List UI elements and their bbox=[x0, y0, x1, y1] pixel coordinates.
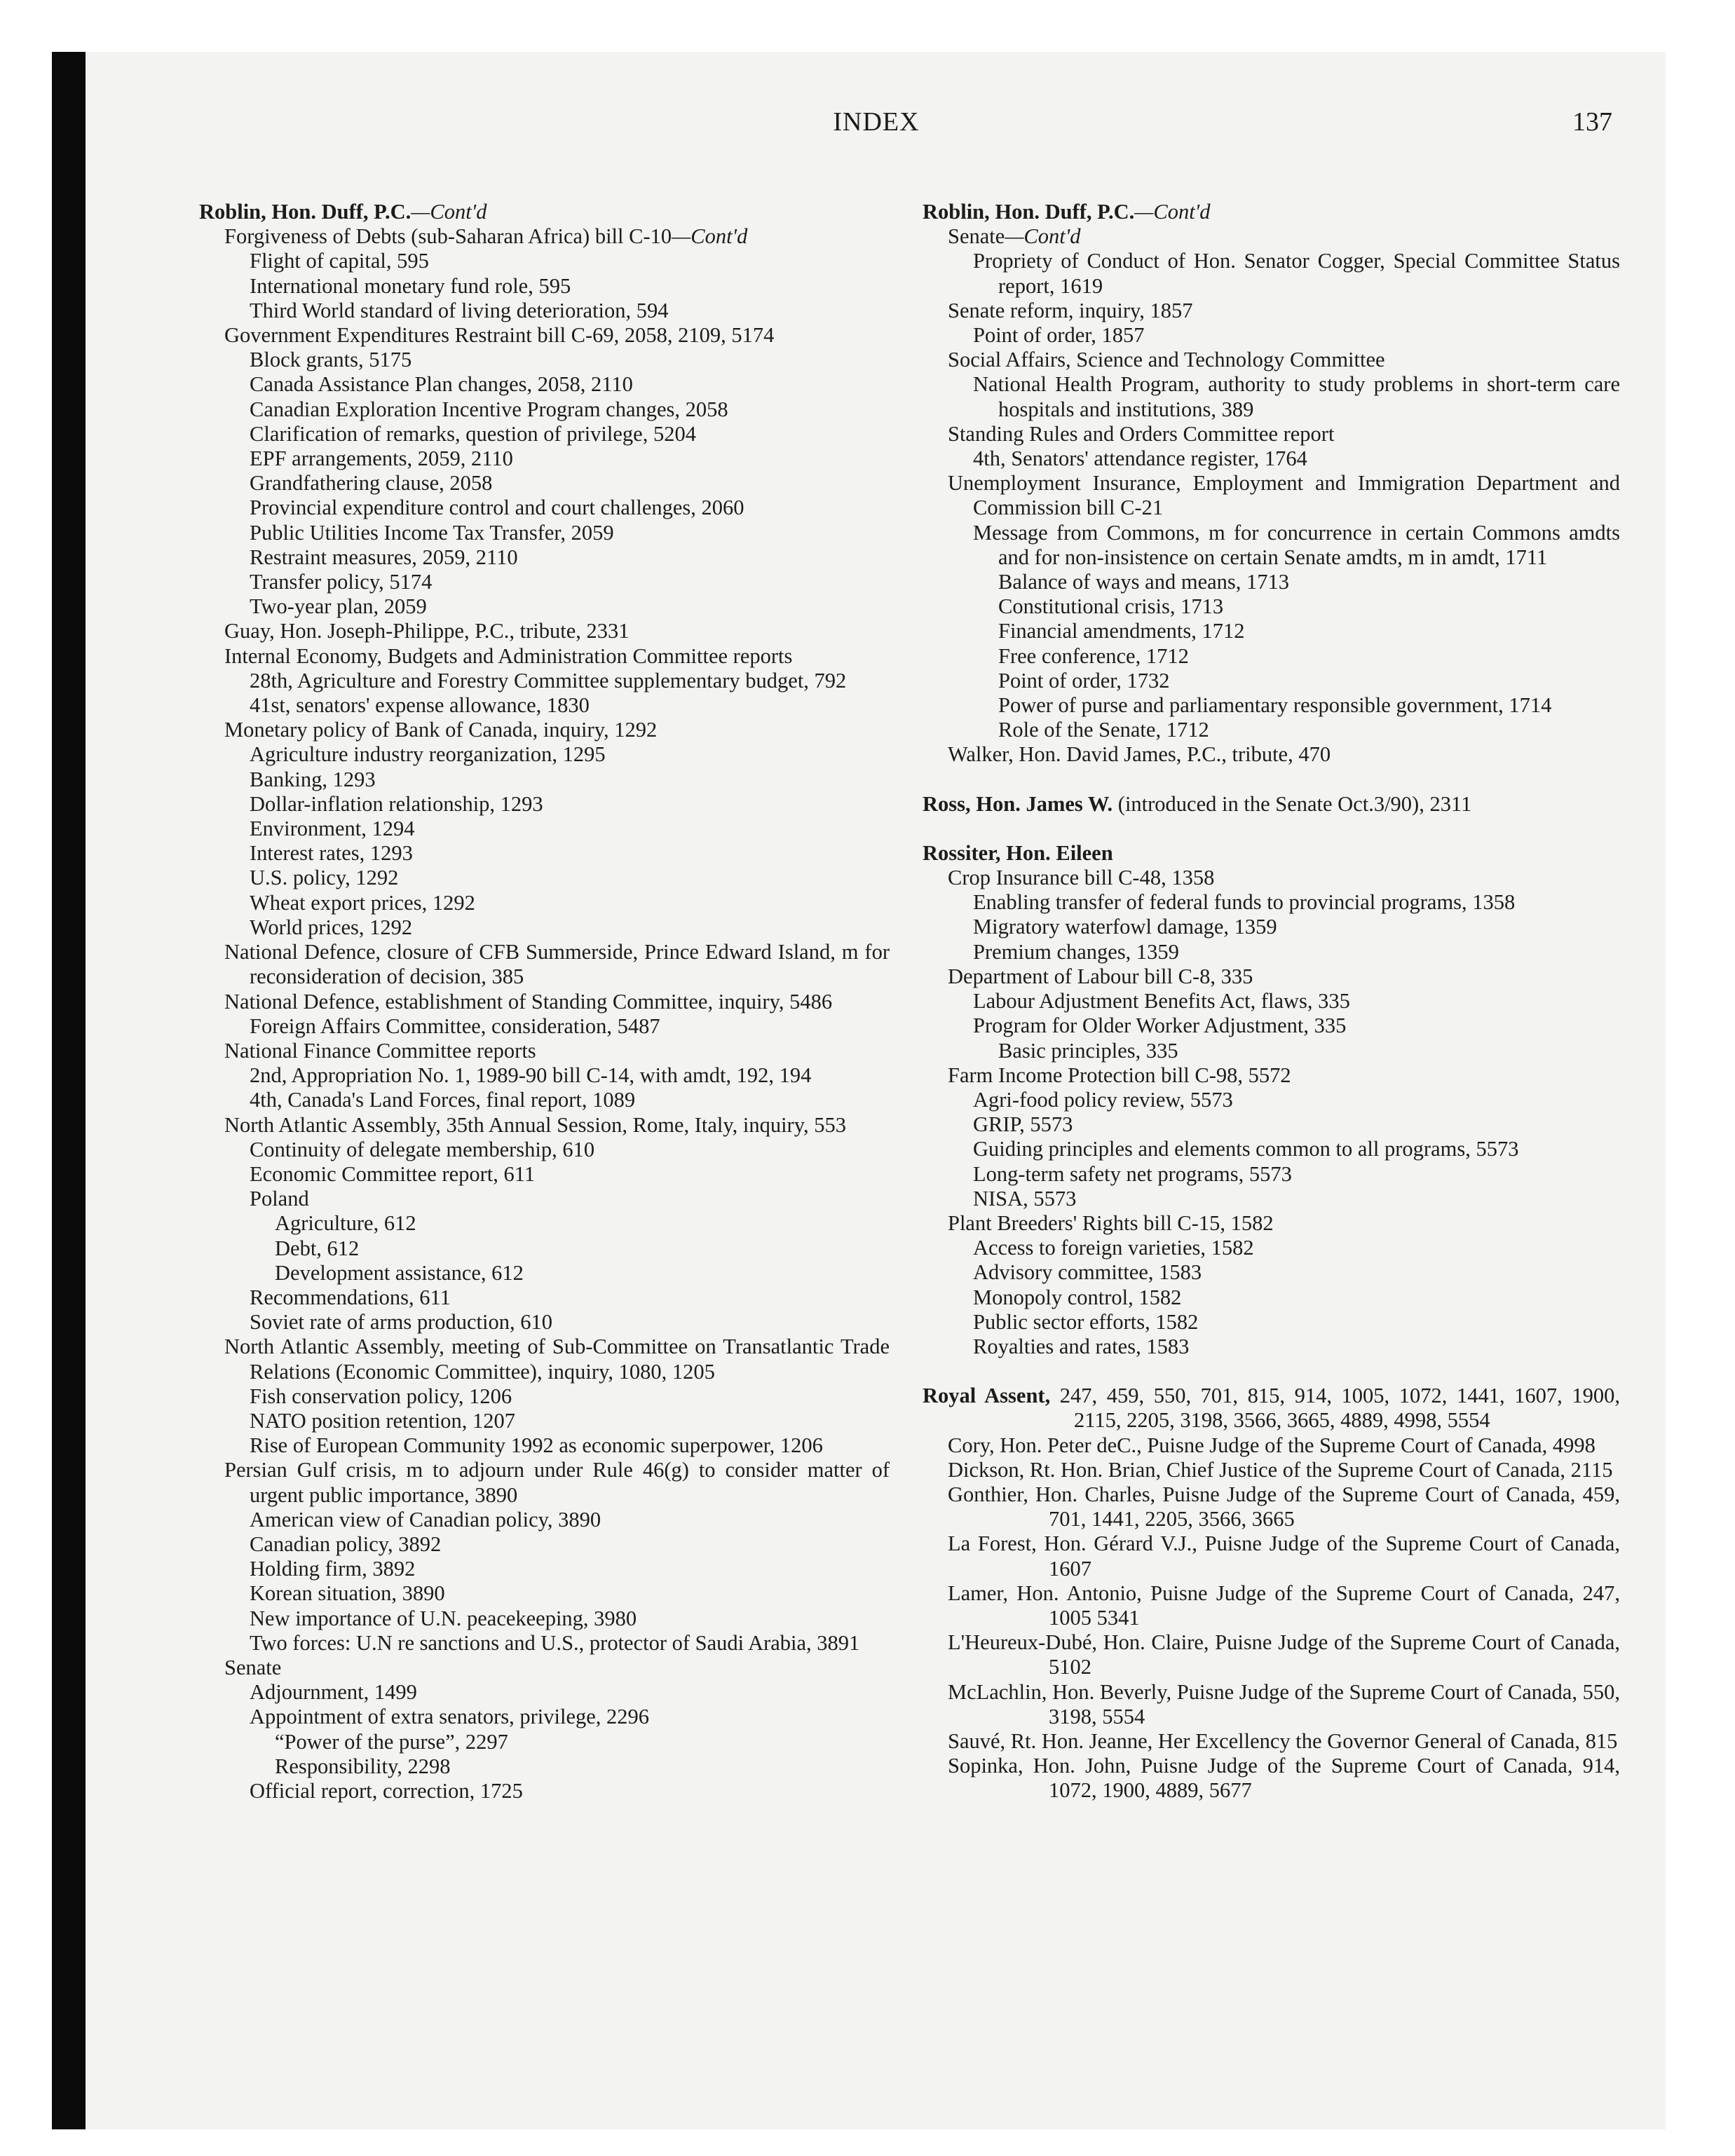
index-entry bbox=[199, 471, 890, 496]
index-entry-text: Dollar-inflation relationship, 1293 bbox=[250, 791, 543, 816]
page-number: 137 bbox=[1572, 107, 1612, 137]
index-entry-text: Forgiveness of Debts (sub-Saharan Africa) bill C-10 bbox=[224, 224, 672, 249]
index-entry-text: Canadian Exploration Incentive Program changes, 2058 bbox=[250, 397, 728, 421]
index-entry-text: Lamer, Hon. Antonio, Puisne Judge of the Supreme Court of Canada, 247, 1005 5341 bbox=[948, 1581, 1620, 1630]
index-entry-text: Department of Labour bill C-8, 335 bbox=[948, 964, 1253, 988]
index-entry bbox=[923, 1531, 1620, 1581]
index-entry-text: Sopinka, Hon. John, Puisne Judge of the Supreme Court of Canada, 914, 1072, 1900, 4889, 5677 bbox=[948, 1754, 1620, 1803]
index-entry bbox=[923, 1014, 1620, 1038]
index-entry-text: Social Affairs, Science and Technology Committee bbox=[948, 348, 1385, 372]
index-entry bbox=[923, 964, 1620, 989]
index-entry-text: Free conference, 1712 bbox=[998, 643, 1189, 668]
index-entry-text: Monopoly control, 1582 bbox=[973, 1285, 1182, 1309]
index-heading-name: Rossiter, Hon. Eileen bbox=[923, 840, 1113, 865]
index-entry bbox=[199, 940, 890, 989]
index-entry bbox=[923, 619, 1620, 643]
index-entry bbox=[923, 1310, 1620, 1335]
index-entry-text: Clarification of remarks, question of privilege, 5204 bbox=[250, 421, 696, 446]
index-entry-text: Enabling transfer of federal funds to provincial programs, 1358 bbox=[973, 890, 1516, 915]
index-heading bbox=[923, 1384, 1620, 1433]
continued-marker: —Cont'd bbox=[1005, 224, 1081, 249]
index-entry bbox=[199, 693, 890, 718]
index-heading-name: Roblin, Hon. Duff, P.C. bbox=[199, 200, 411, 224]
index-entry-text: Restraint measures, 2059, 2110 bbox=[250, 545, 518, 569]
index-entry bbox=[923, 1260, 1620, 1285]
index-entry-text: Senate bbox=[948, 224, 1005, 249]
index-entry bbox=[199, 274, 890, 299]
index-entry-text: Public sector efforts, 1582 bbox=[973, 1309, 1199, 1334]
index-entry-text: Financial amendments, 1712 bbox=[998, 619, 1245, 643]
index-entry bbox=[923, 570, 1620, 594]
index-entry-text: Grandfathering clause, 2058 bbox=[250, 471, 493, 496]
index-column-left bbox=[199, 200, 890, 1803]
index-entry bbox=[199, 249, 890, 273]
index-entry-text: Development assistance, 612 bbox=[275, 1260, 524, 1285]
index-entry-text: 4th, Canada's Land Forces, final report, 1089 bbox=[250, 1088, 636, 1112]
index-entry bbox=[199, 1113, 890, 1138]
index-entry-text: New importance of U.N. peacekeeping, 3980 bbox=[250, 1606, 637, 1630]
index-entry bbox=[199, 1285, 890, 1310]
index-entry-text: Two-year plan, 2059 bbox=[250, 594, 427, 619]
index-entry bbox=[923, 644, 1620, 669]
index-entry-text: Crop Insurance bill C-48, 1358 bbox=[948, 866, 1215, 890]
index-entry-text: Migratory waterfowl damage, 1359 bbox=[973, 915, 1277, 939]
index-entry-text: Persian Gulf crisis, m to adjourn under Rule 46(g) to consider matter of urgent public importance, 3890 bbox=[224, 1458, 890, 1507]
index-entry bbox=[199, 644, 890, 669]
index-entry-text: Propriety of Conduct of Hon. Senator Cogger, Special Committee Status report, 1619 bbox=[973, 249, 1620, 298]
index-entry bbox=[923, 1162, 1620, 1187]
index-entry bbox=[199, 299, 890, 323]
index-entry bbox=[923, 915, 1620, 939]
index-entry bbox=[199, 841, 890, 866]
index-entry bbox=[199, 224, 890, 249]
index-entry bbox=[923, 890, 1620, 915]
index-entry bbox=[199, 1187, 890, 1211]
index-entry bbox=[199, 767, 890, 792]
index-entry-text: Guay, Hon. Joseph-Philippe, P.C., tribute, 2331 bbox=[224, 619, 630, 643]
continued-marker: —Cont'd bbox=[411, 200, 487, 224]
index-entry-text: Continuity of delegate membership, 610 bbox=[250, 1137, 595, 1161]
index-column-right bbox=[923, 200, 1620, 1803]
index-entry bbox=[199, 915, 890, 940]
index-entry-text: Balance of ways and means, 1713 bbox=[998, 570, 1290, 594]
index-heading bbox=[923, 841, 1620, 866]
index-heading bbox=[923, 792, 1620, 817]
index-entry-text: Rise of European Community 1992 as economic superpower, 1206 bbox=[250, 1433, 823, 1458]
index-entry bbox=[199, 1433, 890, 1458]
index-entry bbox=[923, 940, 1620, 964]
index-entry-text: Access to foreign varieties, 1582 bbox=[973, 1236, 1254, 1260]
index-entry bbox=[923, 1039, 1620, 1063]
index-entry-text: Labour Adjustment Benefits Act, flaws, 335 bbox=[973, 989, 1350, 1014]
index-entry-text: Monetary policy of Bank of Canada, inquiry, 1292 bbox=[224, 718, 658, 742]
index-entry-text: Role of the Senate, 1712 bbox=[998, 718, 1209, 742]
index-entry bbox=[199, 1754, 890, 1779]
index-entry bbox=[923, 1211, 1620, 1236]
index-entry-text: Program for Older Worker Adjustment, 335 bbox=[973, 1014, 1347, 1038]
index-heading bbox=[199, 200, 890, 224]
index-entry bbox=[199, 990, 890, 1014]
index-heading-name: Ross, Hon. James W. bbox=[923, 791, 1113, 816]
index-entry-text: Basic principles, 335 bbox=[998, 1038, 1178, 1063]
index-entry bbox=[923, 1236, 1620, 1260]
index-entry-text: Responsibility, 2298 bbox=[275, 1754, 451, 1778]
index-entry bbox=[199, 1779, 890, 1803]
index-entry-text: Interest rates, 1293 bbox=[250, 841, 413, 866]
index-entry-text: Foreign Affairs Committee, consideration, 5487 bbox=[250, 1014, 660, 1038]
index-entry bbox=[923, 1433, 1620, 1458]
entry-spacer bbox=[923, 817, 1620, 841]
index-entry-text: Wheat export prices, 1292 bbox=[250, 890, 475, 915]
index-entry-text: North Atlantic Assembly, 35th Annual Session, Rome, Italy, inquiry, 553 bbox=[224, 1112, 846, 1137]
index-entry-text: Constitutional crisis, 1713 bbox=[998, 594, 1224, 619]
index-entry-text: U.S. policy, 1292 bbox=[250, 866, 399, 890]
index-entry-text: World prices, 1292 bbox=[250, 915, 413, 939]
index-entry-text: (introduced in the Senate Oct.3/90), 2311 bbox=[1113, 791, 1472, 816]
index-entry-text: Environment, 1294 bbox=[250, 817, 415, 841]
index-entry bbox=[199, 496, 890, 520]
index-entry-text: Poland bbox=[250, 1187, 309, 1211]
index-entry-text: EPF arrangements, 2059, 2110 bbox=[250, 446, 513, 471]
index-entry bbox=[923, 669, 1620, 693]
index-entry-text: Long-term safety net programs, 5573 bbox=[973, 1161, 1292, 1186]
index-entry-text: McLachlin, Hon. Beverly, Puisne Judge of the Supreme Court of Canada, 550, 3198, 5554 bbox=[948, 1679, 1620, 1728]
index-entry bbox=[199, 792, 890, 817]
index-entry bbox=[923, 866, 1620, 890]
index-entry bbox=[199, 1063, 890, 1088]
index-entry-text: Canadian policy, 3892 bbox=[250, 1531, 442, 1556]
index-entry bbox=[199, 1606, 890, 1631]
index-entry-text: Debt, 612 bbox=[275, 1236, 360, 1260]
index-entry bbox=[199, 1310, 890, 1335]
index-entry bbox=[199, 1236, 890, 1261]
index-entry-text: Block grants, 5175 bbox=[250, 348, 412, 372]
index-entry-text: Advisory committee, 1583 bbox=[973, 1260, 1202, 1285]
index-entry bbox=[923, 1680, 1620, 1729]
index-entry bbox=[923, 1581, 1620, 1630]
index-entry bbox=[199, 397, 890, 422]
index-entry bbox=[199, 1532, 890, 1557]
index-heading bbox=[923, 200, 1620, 224]
index-entry bbox=[923, 1187, 1620, 1211]
index-entry bbox=[923, 521, 1620, 570]
index-entry bbox=[199, 323, 890, 348]
index-entry bbox=[199, 742, 890, 767]
index-entry-text: Senate reform, inquiry, 1857 bbox=[948, 298, 1193, 322]
index-entry-text: American view of Canadian policy, 3890 bbox=[250, 1507, 601, 1531]
index-entry-text: Dickson, Rt. Hon. Brian, Chief Justice of the Supreme Court of Canada, 2115 bbox=[948, 1457, 1613, 1482]
index-entry-text: NISA, 5573 bbox=[973, 1186, 1077, 1210]
entry-spacer bbox=[923, 1359, 1620, 1384]
index-entry-text: 2nd, Appropriation No. 1, 1989-90 bill C-14, with amdt, 192, 194 bbox=[250, 1063, 812, 1088]
index-entry-text: Gonthier, Hon. Charles, Puisne Judge of the Supreme Court of Canada, 459, 701, 1441, 2205, 3566, 3665 bbox=[948, 1482, 1620, 1531]
index-entry-text: National Defence, closure of CFB Summerside, Prince Edward Island, m for reconsideration of decision, 385 bbox=[224, 940, 890, 989]
index-entry-text: NATO position retention, 1207 bbox=[250, 1408, 515, 1433]
index-entry-text: Royalties and rates, 1583 bbox=[973, 1334, 1190, 1358]
index-entry bbox=[923, 446, 1620, 471]
index-entry bbox=[923, 594, 1620, 619]
index-entry bbox=[199, 1631, 890, 1656]
index-entry bbox=[923, 299, 1620, 323]
index-entry-text: Flight of capital, 595 bbox=[250, 249, 429, 273]
index-entry-text: Plant Breeders' Rights bill C-15, 1582 bbox=[948, 1210, 1274, 1235]
index-entry-text: Public Utilities Income Tax Transfer, 2059 bbox=[250, 520, 614, 545]
index-entry-text: Agri-food policy review, 5573 bbox=[973, 1087, 1233, 1112]
index-entry-text: Korean situation, 3890 bbox=[250, 1581, 445, 1606]
index-entry bbox=[199, 1014, 890, 1039]
index-entry-text: Economic Committee report, 611 bbox=[250, 1161, 536, 1186]
index-entry bbox=[199, 1458, 890, 1507]
index-entry-text: Message from Commons, m for concurrence in certain Commons amdts and for non-insistence on certain Senate amdts, m in amdt, 1711 bbox=[973, 520, 1620, 569]
index-entry-text: National Health Program, authority to study problems in short-term care hospitals and institutions, 389 bbox=[973, 372, 1620, 421]
index-entry bbox=[199, 1261, 890, 1285]
index-entry bbox=[199, 1730, 890, 1754]
index-entry-text: Guiding principles and elements common to all programs, 5573 bbox=[973, 1137, 1519, 1161]
index-entry bbox=[199, 669, 890, 693]
index-entry bbox=[923, 1754, 1620, 1803]
index-entry bbox=[199, 545, 890, 570]
index-entry-text: 28th, Agriculture and Forestry Committee supplementary budget, 792 bbox=[250, 668, 847, 692]
index-entry bbox=[923, 471, 1620, 520]
index-entry-text: Agriculture, 612 bbox=[275, 1211, 416, 1236]
index-entry-text: Unemployment Insurance, Employment and Immigration Department and Commission bill C-21 bbox=[948, 471, 1620, 520]
index-entry-text: Appointment of extra senators, privilege, 2296 bbox=[250, 1705, 650, 1729]
scan-edge bbox=[52, 52, 86, 2129]
index-entry bbox=[199, 1088, 890, 1112]
index-heading-name: Royal Assent, bbox=[923, 1384, 1051, 1408]
index-entry bbox=[199, 1335, 890, 1384]
index-entry bbox=[923, 1088, 1620, 1112]
index-entry bbox=[199, 1162, 890, 1187]
index-entry bbox=[199, 446, 890, 471]
index-entry bbox=[199, 1508, 890, 1532]
index-entry bbox=[199, 1705, 890, 1729]
continued-marker: —Cont'd bbox=[672, 224, 748, 249]
index-entry-text: 41st, senators' expense allowance, 1830 bbox=[250, 693, 590, 718]
index-heading-name: Roblin, Hon. Duff, P.C. bbox=[923, 200, 1135, 224]
index-entry bbox=[923, 1630, 1620, 1679]
index-entry bbox=[199, 1409, 890, 1433]
index-entry-text: Official report, correction, 1725 bbox=[250, 1779, 523, 1803]
index-entry bbox=[923, 693, 1620, 718]
index-entry bbox=[199, 1557, 890, 1581]
index-entry-text: National Defence, establishment of Standing Committee, inquiry, 5486 bbox=[224, 989, 833, 1014]
index-entry-text: Transfer policy, 5174 bbox=[250, 570, 433, 594]
index-entry bbox=[199, 1680, 890, 1705]
index-entry-text: Holding firm, 3892 bbox=[250, 1557, 416, 1581]
index-entry-text: “Power of the purse”, 2297 bbox=[275, 1729, 508, 1754]
index-entry bbox=[199, 372, 890, 397]
index-entry bbox=[199, 866, 890, 890]
index-entry bbox=[923, 742, 1620, 767]
index-entry bbox=[923, 323, 1620, 348]
index-entry bbox=[923, 989, 1620, 1014]
index-entry bbox=[199, 594, 890, 619]
index-entry bbox=[199, 817, 890, 841]
index-entry bbox=[199, 1581, 890, 1606]
index-entry bbox=[199, 1656, 890, 1680]
index-entry-text: Power of purse and parliamentary responsible government, 1714 bbox=[998, 693, 1552, 718]
index-entry bbox=[923, 1729, 1620, 1754]
index-entry-text: 247, 459, 550, 701, 815, 914, 1005, 1072, 1441, 1607, 1900, 2115, 2205, 3198, 3566, 3665, 4889, 4998, 5554 bbox=[1050, 1384, 1620, 1433]
index-entry-text: Internal Economy, Budgets and Administration Committee reports bbox=[224, 643, 793, 668]
index-entry bbox=[199, 1039, 890, 1063]
index-entry bbox=[923, 1285, 1620, 1310]
index-entry-text: Third World standard of living deterioration, 594 bbox=[250, 298, 669, 322]
index-entry-text: Point of order, 1857 bbox=[973, 323, 1145, 348]
index-entry-text: Agriculture industry reorganization, 1295 bbox=[250, 742, 606, 767]
index-entry bbox=[199, 718, 890, 742]
index-entry-text: Two forces: U.N re sanctions and U.S., protector of Saudi Arabia, 3891 bbox=[250, 1630, 860, 1655]
index-entry-text: Fish conservation policy, 1206 bbox=[250, 1384, 512, 1408]
index-entry-text: Adjournment, 1499 bbox=[250, 1680, 417, 1705]
index-entry-text: Cory, Hon. Peter deC., Puisne Judge of the Supreme Court of Canada, 4998 bbox=[948, 1433, 1595, 1457]
index-entry-text: North Atlantic Assembly, meeting of Sub-Committee on Transatlantic Trade Relations (Economic Committee), inquiry, 1080, 1205 bbox=[224, 1335, 890, 1384]
index-entry-text: Provincial expenditure control and court challenges, 2060 bbox=[250, 496, 744, 520]
index-entry-text: Walker, Hon. David James, P.C., tribute, 470 bbox=[948, 742, 1331, 767]
index-entry bbox=[199, 521, 890, 545]
index-entry bbox=[923, 1482, 1620, 1531]
index-entry bbox=[199, 1384, 890, 1409]
index-entry bbox=[923, 1112, 1620, 1137]
index-entry bbox=[199, 348, 890, 372]
index-entry-text: Soviet rate of arms production, 610 bbox=[250, 1310, 552, 1335]
index-entry-text: Sauvé, Rt. Hon. Jeanne, Her Excellency the Governor General of Canada, 815 bbox=[948, 1728, 1618, 1753]
index-entry bbox=[923, 1335, 1620, 1359]
index-entry-text: Senate bbox=[224, 1655, 282, 1679]
continued-marker: —Cont'd bbox=[1134, 200, 1211, 224]
index-entry-text: Recommendations, 611 bbox=[250, 1285, 451, 1309]
index-entry-text: Premium changes, 1359 bbox=[973, 939, 1179, 964]
index-entry bbox=[199, 1211, 890, 1236]
index-entry-text: 4th, Senators' attendance register, 1764 bbox=[973, 446, 1307, 471]
index-entry bbox=[199, 891, 890, 915]
index-entry bbox=[923, 348, 1620, 372]
index-entry bbox=[199, 1138, 890, 1162]
index-entry bbox=[923, 1063, 1620, 1088]
index-entry-text: La Forest, Hon. Gérard V.J., Puisne Judge of the Supreme Court of Canada, 1607 bbox=[948, 1531, 1620, 1581]
index-entry bbox=[199, 619, 890, 643]
index-entry-text: Standing Rules and Orders Committee report bbox=[948, 421, 1335, 446]
index-entry bbox=[199, 422, 890, 446]
entry-spacer bbox=[923, 767, 1620, 792]
index-entry bbox=[923, 422, 1620, 446]
index-entry bbox=[923, 718, 1620, 742]
index-entry-text: Banking, 1293 bbox=[250, 767, 376, 791]
index-entry-text: GRIP, 5573 bbox=[973, 1112, 1073, 1137]
index-entry-text: International monetary fund role, 595 bbox=[250, 273, 571, 298]
index-entry bbox=[923, 224, 1620, 249]
index-entry bbox=[923, 1137, 1620, 1161]
index-entry-text: L'Heureux-Dubé, Hon. Claire, Puisne Judge of the Supreme Court of Canada, 5102 bbox=[948, 1630, 1620, 1679]
index-entry bbox=[923, 372, 1620, 421]
index-entry bbox=[199, 570, 890, 594]
index-entry bbox=[923, 1458, 1620, 1482]
index-entry-text: Government Expenditures Restraint bill C-69, 2058, 2109, 5174 bbox=[224, 323, 775, 348]
index-entry-text: National Finance Committee reports bbox=[224, 1038, 536, 1063]
index-entry-text: Farm Income Protection bill C-98, 5572 bbox=[948, 1063, 1291, 1087]
page-title: INDEX bbox=[833, 107, 920, 137]
index-entry-text: Point of order, 1732 bbox=[998, 668, 1170, 692]
index-entry bbox=[923, 249, 1620, 298]
index-entry-text: Canada Assistance Plan changes, 2058, 2110 bbox=[250, 372, 633, 397]
